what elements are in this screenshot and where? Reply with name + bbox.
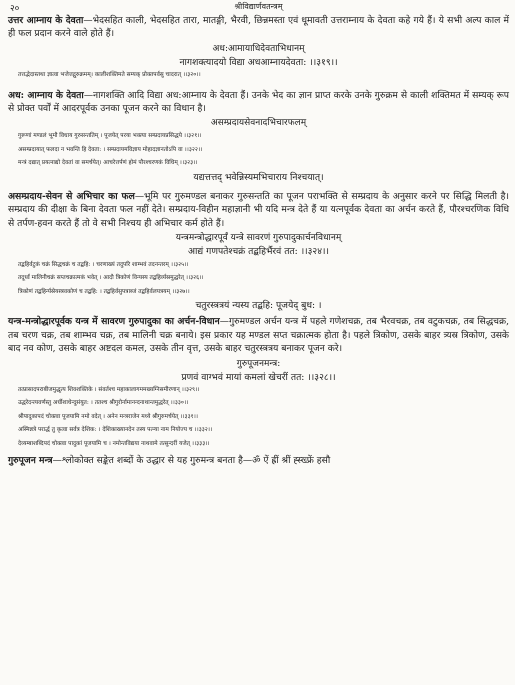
verse-line: देव्यम्बाशब्दिपदं चोक्त्वा पादुकां पूजयामि च । नमोन्तविद्यया नाथवामे तत्सुन्दरीं यजेत् ।।३३३।। [18, 440, 210, 447]
verse-line: चतुरस्त्रत्रयं न्यस्य तद्बहि: पूजयेद् बुध: । [195, 299, 322, 311]
commentary-paragraph-5 [8, 454, 509, 467]
commentary-paragraph-1 [8, 14, 509, 41]
page-header [8, 0, 509, 14]
verse-line: मन्त्रं दद्यात् प्रयत्नाद्यो देवतां वा समर्चयेत्। आचरेत्तर्पणं होमं पौरश्चरणकं विधिम् ।।३२३।। [18, 160, 198, 167]
verse-line: तद्बहिर्वटुकं चक्रं सिद्धचक्रं च तद्बहि: । चरणाख्यं तदुपरि शाम्भवं तदनन्तरम् ।।३२५।। [18, 261, 189, 268]
verse-line: तत्तद्भेदास्तथा ज्ञात्वा भजेत्तद्गुरुक्रमम्। कालीशक्तिमते सम्यक् प्रोक्तपर्वसु चादरात् ।।३२०।। [18, 72, 201, 79]
verse-line: आद्यं गणपतेश्चक्रं तद्बहिर्भैरवं तत: ।।३२४।। [188, 246, 329, 258]
section-heading-4: गुरुपूजनमन्त्र: [236, 358, 281, 369]
verse-line: प्रणवं वाग्भवं मायां कमलां खेचरीं तत: ।।३२८।। [181, 371, 336, 383]
verse-line: यद्यत्तत्तद् भवेन्निस्यमभिचाराय निश्चयात्। [193, 171, 324, 183]
verse-line: अस्मिन्नत्रे परार्द्ध तु कृत्वा सर्वत्र देशिक: । देशिकाख्यानदेन तस्य पत्न्या नाम नियोज्य च ।।३३२।। [18, 427, 213, 434]
verse-block-2 [18, 130, 509, 170]
commentary-text: —भेदसहित काली, भेदसहित तारा, मातङ्गी, भैरवी, छिन्नमस्ता एवं धूमावती उत्तराम्नाय के देवता कहे गये हैं। ये सभी अल्प काल में ही फल प्रदान करने वाले होते हैं। [8, 15, 509, 40]
commentary-lead: अध: आम्नाय के देवता [8, 89, 84, 101]
commentary-lead: गुरुपूजन मन्त्र [8, 454, 53, 466]
verse-line: उद्धरेदन्त्यवर्णस्तु अर्धीशाधेन्दुसंयुत: । ततश्च श्रीगुरोर्नामानन्दनाथान्तमुद्धरेत् ।।३३०।। [18, 400, 189, 407]
commentary-text: —नागशक्ति आदि विद्या अध:आम्नाय के देवता हैं। उनके भेद का ज्ञान प्राप्त करके उनके गुरुक्रम से काली शक्तिमत में सम्यक् रूप से प्रोक्त पर्वों में आदरपूर्वक उनका पूजन करने का विधान है। [8, 89, 510, 115]
commentary-paragraph-4 [8, 315, 509, 355]
commentary-lead: असम्प्रदाय-सेवन से अभिचार का फल [8, 191, 135, 203]
verse-line: असम्प्रदायात् फलदा न भवन्ति हि देवता: । सम्प्रदायमविज्ञाय मोहादज्ञानतोऽपि वा ।।३२२।। [18, 146, 203, 153]
commentary-text: —श्लोकोक्त सङ्केत शब्दों के उद्धार से यह गुरुमन्त्र बनता है—ॐ ऐं ह्रीं श्रीं ह्स्ख्फ्रें हसौ [52, 454, 331, 466]
page-number: २० [10, 4, 20, 14]
commentary-text: —गुरुमण्डल अर्चन यन्त्र में पहले गणेशचक्र, तब भैरवचक्र, तब वटुकचक्र, तब सिद्धचक्र, तब चरण चक्र, तब शाम्भव चक्र, तब मालिनी चक्र बनाये। इस प्रकार यह मण्डल सप्त चक्रात्मक होता है। पहले त्रिकोण, उसके बाहर त्र्यस्र त्रिकोण, उसके बाद नव कोण, उसके बाहर अष्टदल कमल, उसके तीन वृत्त, उसके बाहर चतुरस्त्रत्रय बनाकर पूजन करे। [8, 316, 509, 355]
verse-block-4 [18, 384, 509, 451]
verse-line: तदूर्ध्वं मालिनीचक्रं सप्तचक्रात्मकं भवेत् । आदौ त्रिकोणं विन्यस्य तद्बहिर्व्यस्रमुद्धरेत् ।।३२६।। [18, 275, 204, 282]
verse-line: तत्प्रासादपराबीजमुद्धृत्य शिवशक्तिके । संवर्तश्च महाकालागममख्यग्निसमीरणान् ।।३२९।। [18, 386, 200, 393]
commentary-lead: यन्त्र-मन्त्रोद्धारपूर्वक यन्त्र में सावरण गुरुपादुका का अर्चन-विधान [8, 316, 220, 328]
commentary-paragraph-3 [8, 190, 509, 230]
running-title: श्रीविद्यार्णवतन्त्रम् [234, 2, 283, 11]
section-heading-1: अध:आमायाधिदेवताभिधानम् [212, 43, 305, 54]
verse-block-1 [18, 69, 509, 82]
commentary-lead: उत्तर आम्नाय के देवता [8, 15, 84, 26]
section-heading-3: यन्त्रमन्त्रोद्धारपूर्वं यन्त्रे सावरणं गुरुपादुकार्चनविधानम् [175, 233, 342, 244]
verse-line: त्रिकोणं तद्बहिर्न्यस्रेयस्त्रवकोणं च तद्बहि: । तद्बहिर्वसुपत्राब्जं तद्बहिर्वलयत्रयम् ।।३२७।। [18, 288, 190, 295]
verse-block-3 [18, 259, 509, 299]
verse-line: नागशक्त्यादयो विद्या अधआम्नायदेवता: ।।३१९।। [179, 56, 338, 68]
commentary-text: —भूमि पर गुरुमण्डल बनाकर गुरुसन्तति का पूजन पराभक्ति से सम्प्रदाय के अनुसार करने पर सिद्धि मिलती है। सम्प्रदाय की दीक्षा के बिना देवता फल नहीं देते। सम्प्रदाय-विहीन महाज्ञानी भी यदि मन्त्र देते हैं या यत्नपूर्वक देवता का अर्चन करते हैं, पौरश्चरणिक विधि से तर्पण-हवन करते हैं तो वे सभी निश्चय ही अभिचार कर्म होते हैं। [8, 191, 509, 229]
verse-line: श्रीपादुकापदं चोक्त्वा पूजयामि नमो वदेत् । अनेन मन्त्रराजेन मध्ये श्रीगुरुमर्चयेत् ।।३३१।। [18, 413, 198, 420]
commentary-paragraph-2 [8, 89, 509, 116]
section-heading-2: असम्प्रदायसेवनादभिचारफलम् [210, 118, 307, 129]
verse-line: गुरूणां मण्डलं भूमौ विधाय गुरुसन्ततिम् । पूजयेत् परया भक्त्या सम्प्रदायप्रसिद्धये ।।३२१।। [18, 133, 202, 140]
